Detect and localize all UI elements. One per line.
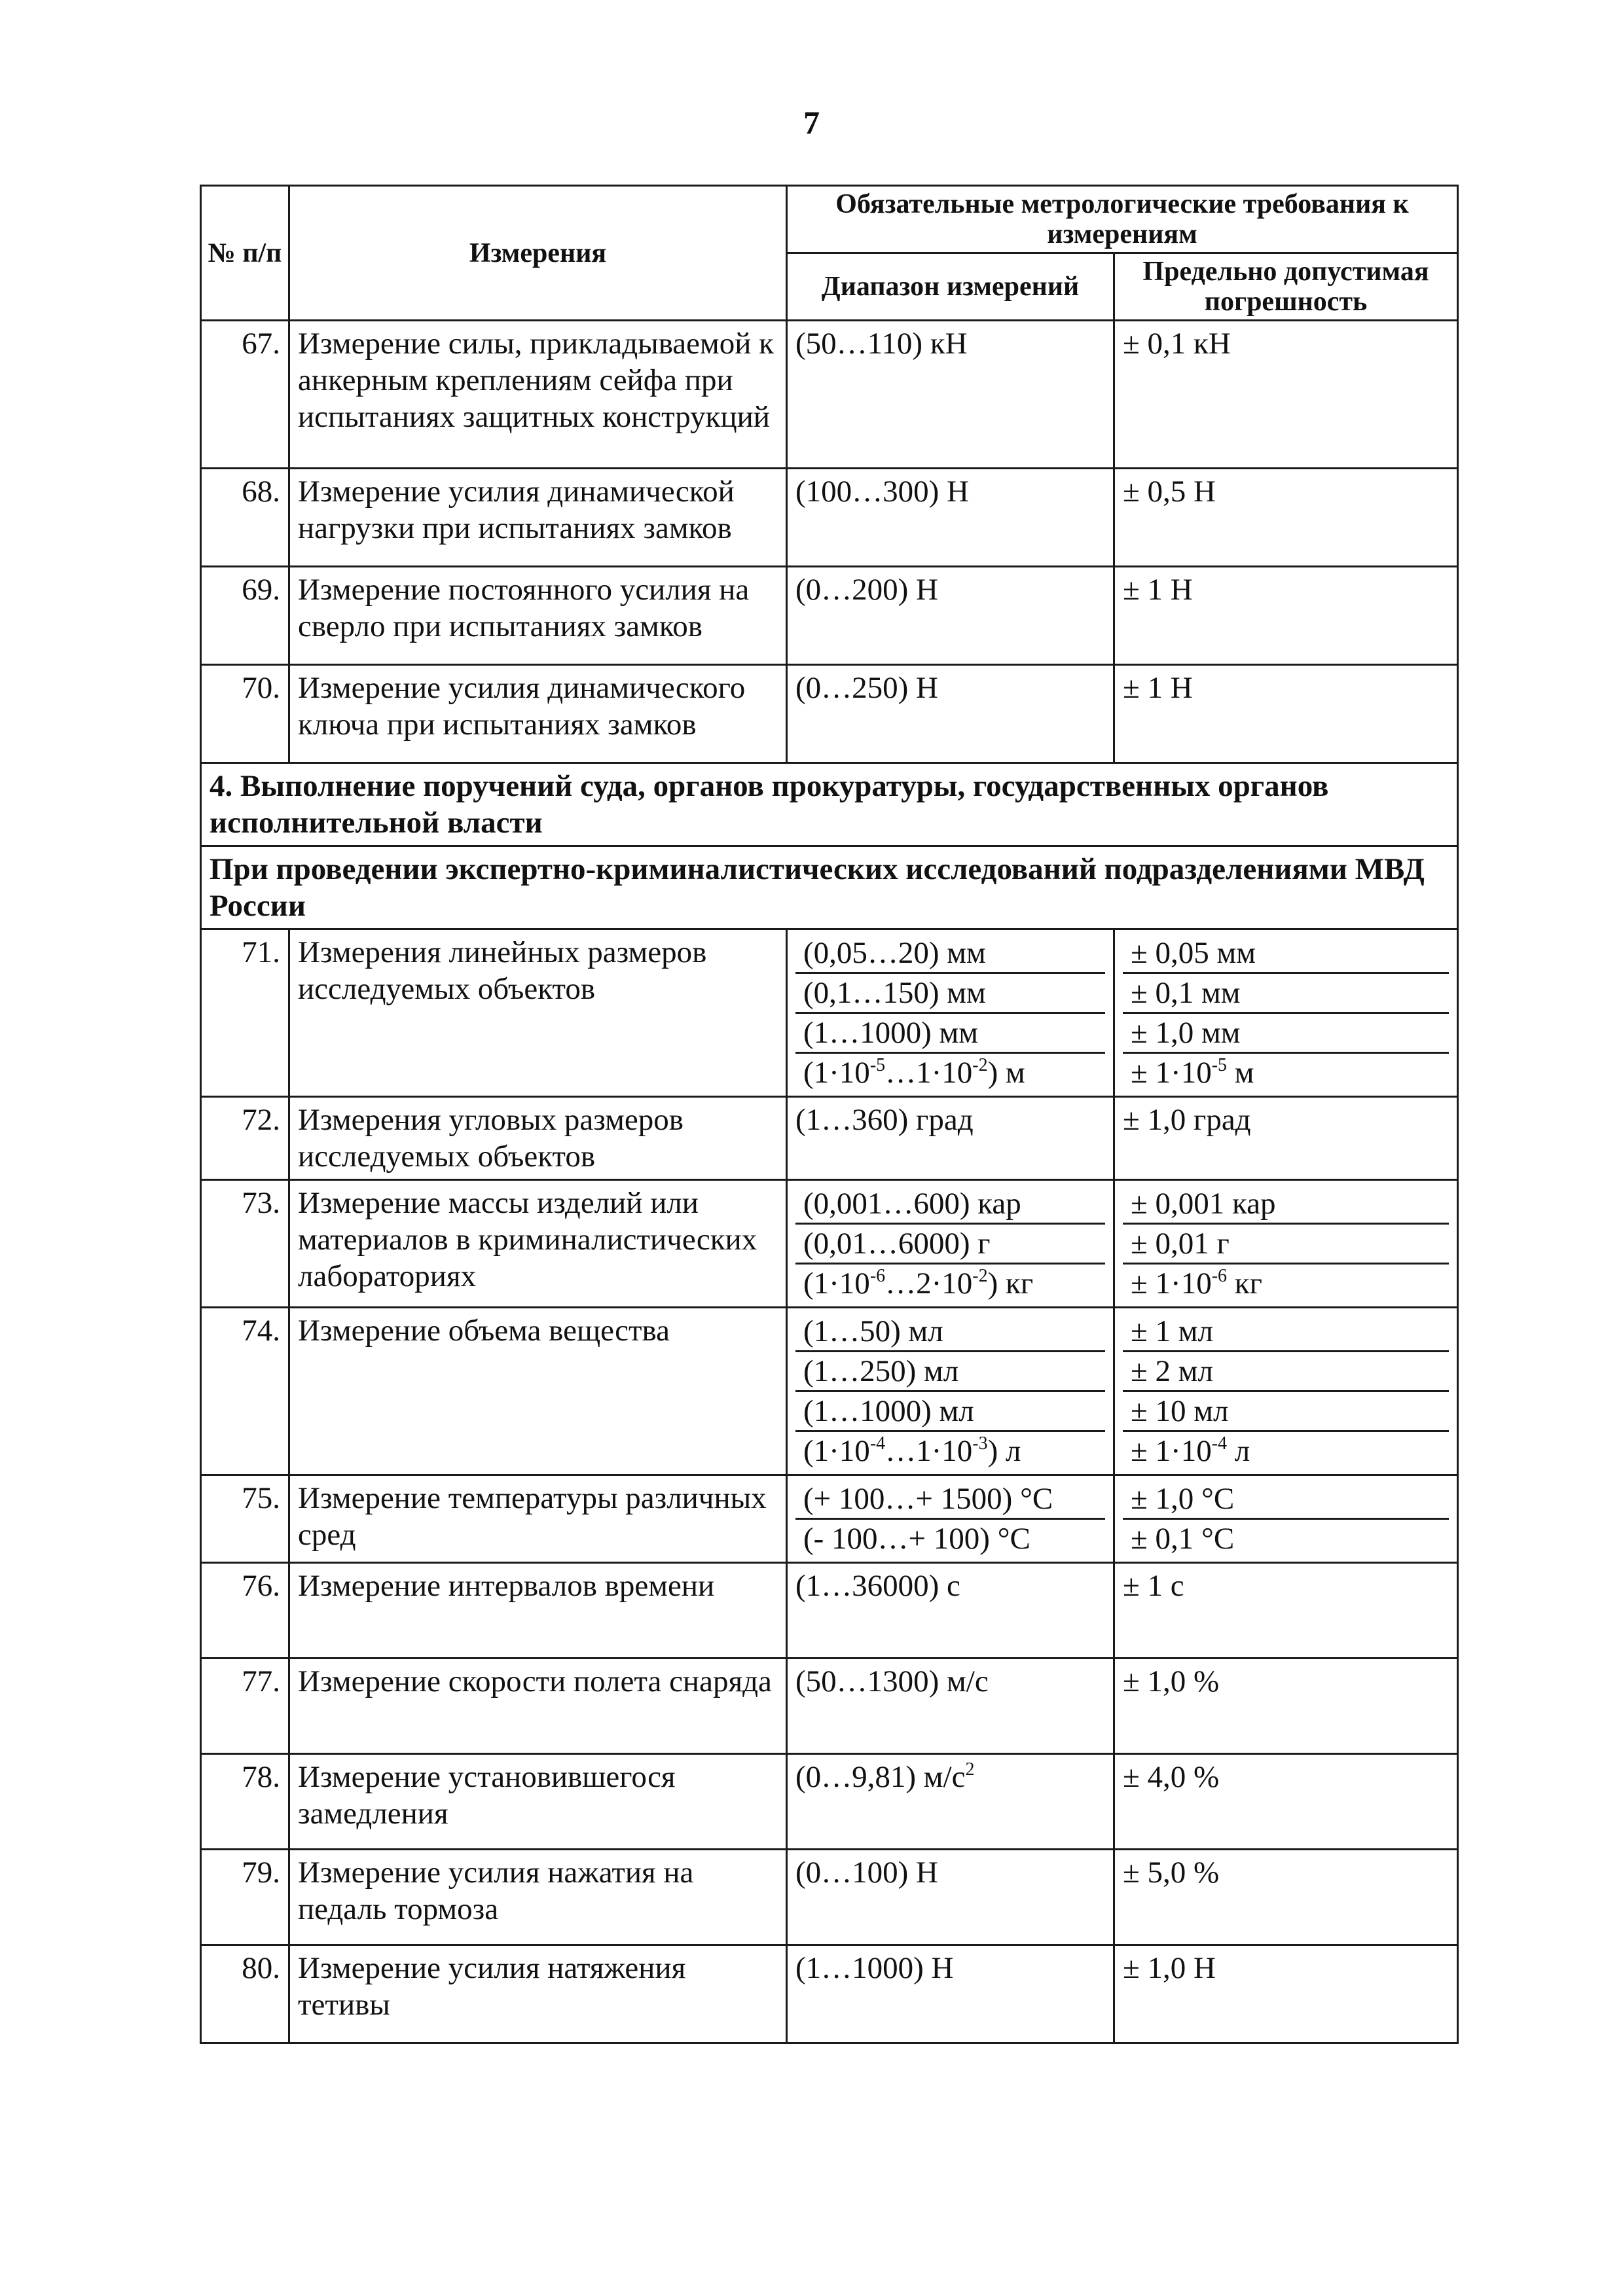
row-number: 67.	[201, 321, 289, 469]
measurement-range: (0…250) Н	[787, 665, 1114, 763]
table-row	[201, 1563, 1458, 1659]
measurement-range: (1…36000) с	[787, 1563, 1114, 1659]
error-line: ± 0,01 г	[1123, 1225, 1449, 1265]
section-row	[201, 763, 1458, 846]
range-line: (0,05…20) мм	[795, 934, 1105, 974]
measurement-range: (50…110) кН	[787, 321, 1114, 469]
table-row	[201, 469, 1458, 567]
range-line: (0,1…150) мм	[795, 974, 1105, 1014]
error-line: ± 0,1 мм	[1123, 974, 1449, 1014]
row-number: 74.	[201, 1308, 289, 1475]
header-error: Предельно допустимая погрешность	[1114, 253, 1458, 321]
row-number: 71.	[201, 929, 289, 1097]
row-number: 80.	[201, 1945, 289, 2043]
measurement-range	[787, 1308, 1114, 1475]
measurement-name: Измерение интервалов времени	[289, 1563, 787, 1659]
header-num: № п/п	[201, 186, 289, 321]
measurement-range: (100…300) Н	[787, 469, 1114, 567]
range-line: (1…50) мл	[795, 1312, 1105, 1352]
measurement-name: Измерение усилия динамической нагрузки при испытаниях замков	[289, 469, 787, 567]
measurement-name: Измерение постоянного усилия на сверло при испытаниях замков	[289, 567, 787, 665]
measurement-name: Измерение скорости полета снаряда	[289, 1659, 787, 1754]
measurement-name: Измерение усилия натяжения тетивы	[289, 1945, 787, 2043]
range-line: (0,001…600) кар	[795, 1185, 1105, 1225]
measurement-name: Измерения линейных размеров исследуемых объектов	[289, 929, 787, 1097]
measurement-error	[1114, 1475, 1458, 1563]
header-measurements: Измерения	[289, 186, 787, 321]
table-row	[201, 567, 1458, 665]
measurement-error: ± 4,0 %	[1114, 1754, 1458, 1850]
range-line: (- 100…+ 100) °С	[803, 1522, 1030, 1556]
measurement-name: Измерение силы, прикладываемой к анкерным креплениям сейфа при испытаниях защитных конструкций	[289, 321, 787, 469]
table-row	[201, 1945, 1458, 2043]
measurement-range: (0…200) Н	[787, 567, 1114, 665]
table-row	[201, 1754, 1458, 1850]
measurement-error	[1114, 1308, 1458, 1475]
measurement-range: (1…360) град	[787, 1097, 1114, 1180]
section-title: 4. Выполнение поручений суда, органов прокуратуры, государственных органов исполнительной власти	[201, 763, 1458, 846]
measurement-error	[1114, 1180, 1458, 1308]
table-row	[201, 1097, 1458, 1180]
table-row	[201, 1308, 1458, 1475]
range-line: (1…1000) мм	[795, 1014, 1105, 1054]
subsection-title: При проведении экспертно-криминалистических исследований подразделениями МВД России	[201, 846, 1458, 929]
table-row	[201, 321, 1458, 469]
measurement-error: ± 0,1 кН	[1114, 321, 1458, 469]
measurement-range: (0…100) Н	[787, 1850, 1114, 1945]
row-number: 73.	[201, 1180, 289, 1308]
error-line: ± 2 мл	[1123, 1352, 1449, 1392]
subsection-row	[201, 846, 1458, 929]
measurement-error: ± 1 Н	[1114, 665, 1458, 763]
row-number: 79.	[201, 1850, 289, 1945]
range-line: (1…250) мл	[795, 1352, 1105, 1392]
error-line: ± 0,001 кар	[1123, 1185, 1449, 1225]
error-line: ± $1\cdot 10^{-5}$ м	[1131, 1055, 1254, 1090]
measurement-name: Измерение установившегося замедления	[289, 1754, 787, 1850]
error-line: ± 0,05 мм	[1123, 934, 1449, 974]
measurement-error: ± 1,0 %	[1114, 1659, 1458, 1754]
range-line: (0,01…6000) г	[795, 1225, 1105, 1265]
row-number: 75.	[201, 1475, 289, 1563]
row-number: 72.	[201, 1097, 289, 1180]
metrology-requirements-table	[200, 185, 1459, 2044]
header-range: Диапазон измерений	[787, 253, 1114, 321]
measurement-error: ± 5,0 %	[1114, 1850, 1458, 1945]
table-row	[201, 1659, 1458, 1754]
measurement-error: ± 1 Н	[1114, 567, 1458, 665]
error-line: ± 10 мл	[1123, 1392, 1449, 1432]
measurement-range	[787, 1475, 1114, 1563]
table-row	[201, 1180, 1458, 1308]
table-row	[201, 665, 1458, 763]
error-line: ± 1,0 °С	[1123, 1480, 1449, 1520]
header-requirements: Обязательные метрологические требования к измерениям	[787, 186, 1458, 253]
measurement-error: ± 1 с	[1114, 1563, 1458, 1659]
measurement-error: ± 1,0 град	[1114, 1097, 1458, 1180]
range-line: (+ 100…+ 1500) °С	[795, 1480, 1105, 1520]
header-row-1	[201, 186, 1458, 253]
range-line: (1…1000) мл	[795, 1392, 1105, 1432]
range-line: $(1\cdot 10^{-6}\dots 2\cdot 10^{-2})$ кг	[803, 1266, 1034, 1300]
measurement-name: Измерение массы изделий или материалов в криминалистических лабораториях	[289, 1180, 787, 1308]
measurement-name: Измерения угловых размеров исследуемых объектов	[289, 1097, 787, 1180]
error-line: ± 1,0 мм	[1123, 1014, 1449, 1054]
row-number: 69.	[201, 567, 289, 665]
table-row	[201, 1850, 1458, 1945]
measurement-name: Измерение температуры различных сред	[289, 1475, 787, 1563]
measurement-range	[787, 1180, 1114, 1308]
range-line: $(1\cdot 10^{-4}\dots 1\cdot 10^{-3})$ л	[803, 1433, 1021, 1468]
measurement-name: Измерение усилия нажатия на педаль тормоза	[289, 1850, 787, 1945]
measurement-range: (1…1000) Н	[787, 1945, 1114, 2043]
error-line: ± $1\cdot 10^{-6}$ кг	[1131, 1266, 1262, 1300]
measurement-error	[1114, 929, 1458, 1097]
error-line: ± 0,1 °С	[1131, 1522, 1235, 1556]
measurement-error: ± 1,0 Н	[1114, 1945, 1458, 2043]
row-number: 76.	[201, 1563, 289, 1659]
table-row	[201, 929, 1458, 1097]
range-line: $(1\cdot 10^{-5}\dots 1\cdot 10^{-2})$ м	[803, 1055, 1025, 1090]
row-number: 70.	[201, 665, 289, 763]
error-line: ± 1 мл	[1123, 1312, 1449, 1352]
error-line: ± $1\cdot 10^{-4}$ л	[1131, 1433, 1250, 1468]
measurement-name: Измерение усилия динамического ключа при испытаниях замков	[289, 665, 787, 763]
row-number: 77.	[201, 1659, 289, 1754]
page-number: 7	[803, 104, 820, 141]
measurement-range	[787, 929, 1114, 1097]
measurement-range: (0…9,81) $м/с^2$	[787, 1754, 1114, 1850]
measurement-error: ± 0,5 Н	[1114, 469, 1458, 567]
row-number: 68.	[201, 469, 289, 567]
measurement-name: Измерение объема вещества	[289, 1308, 787, 1475]
table-row	[201, 1475, 1458, 1563]
measurement-range: (50…1300) м/с	[787, 1659, 1114, 1754]
row-number: 78.	[201, 1754, 289, 1850]
